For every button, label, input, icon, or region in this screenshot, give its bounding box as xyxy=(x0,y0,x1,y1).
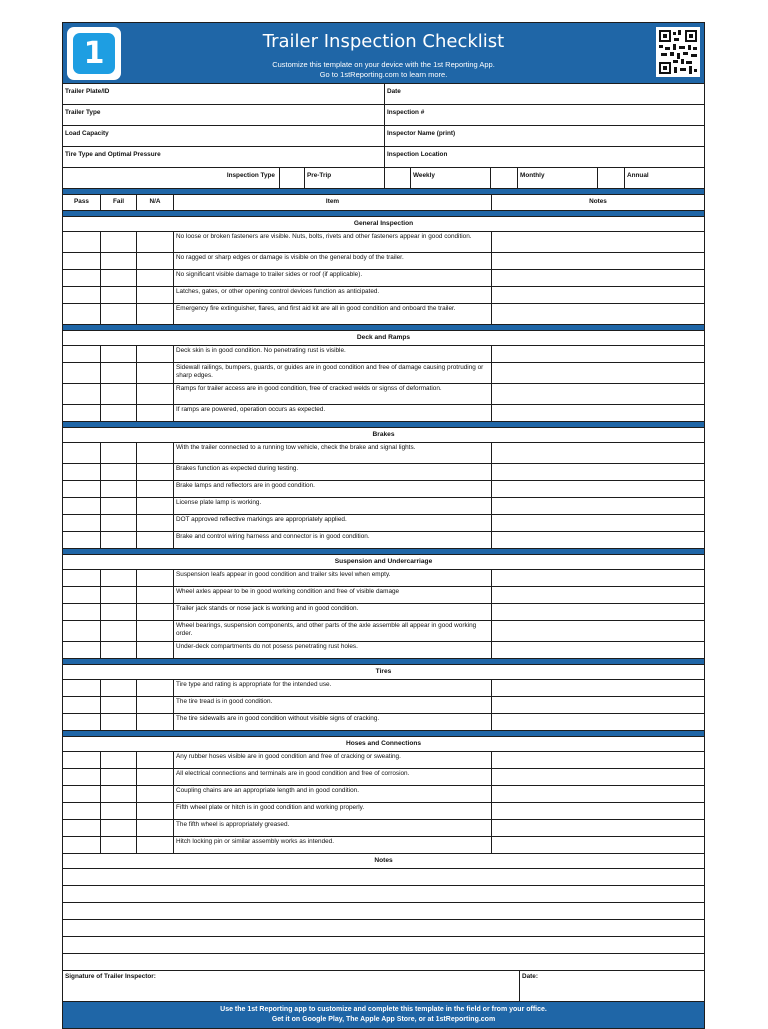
fail-checkbox[interactable] xyxy=(100,714,136,730)
item-text: Suspension leafs appear in good condition and trailer sits level when empty. xyxy=(173,570,491,586)
item-text: All electrical connections and terminals are in good condition and free of corrosion. xyxy=(173,769,491,785)
notes-line[interactable] xyxy=(63,919,704,936)
signature-field[interactable]: Signature of Trailer Inspector: xyxy=(65,973,156,980)
pass-checkbox[interactable] xyxy=(63,642,100,658)
na-checkbox[interactable] xyxy=(136,481,173,497)
item-text: With the trailer connected to a running tow vehicle, check the brake and signal lights. xyxy=(173,443,491,463)
item-text: The tire tread is in good condition. xyxy=(173,697,491,713)
notes-line[interactable] xyxy=(63,885,704,902)
na-checkbox[interactable] xyxy=(136,604,173,620)
pre-trip-checkbox[interactable] xyxy=(279,168,304,188)
load-capacity-field[interactable]: Load Capacity xyxy=(65,130,109,137)
item-notes-field[interactable] xyxy=(491,570,704,586)
pass-checkbox[interactable] xyxy=(63,752,100,768)
notes-area[interactable] xyxy=(63,868,704,970)
na-checkbox[interactable] xyxy=(136,769,173,785)
option-monthly: Monthly xyxy=(517,168,597,188)
notes-line[interactable] xyxy=(63,868,704,885)
option-annual: Annual xyxy=(624,168,704,188)
pass-checkbox[interactable] xyxy=(63,697,100,713)
item-text: No loose or broken fasteners are visible. Nuts, bolts, rivets and other fasteners appear in good condition. xyxy=(173,232,491,252)
notes-line[interactable] xyxy=(63,936,704,953)
item-text: Any rubber hoses visible are in good condition and free of cracking or sweating. xyxy=(173,752,491,768)
item-notes-field[interactable] xyxy=(491,697,704,713)
fail-checkbox[interactable] xyxy=(100,803,136,819)
info-row-2 xyxy=(63,104,704,125)
item-notes-field[interactable] xyxy=(491,837,704,853)
na-checkbox[interactable] xyxy=(136,498,173,514)
fail-checkbox[interactable] xyxy=(100,642,136,658)
item-text: Tire type and rating is appropriate for the intended use. xyxy=(173,680,491,696)
item-text: If ramps are powered, operation occurs as expected. xyxy=(173,405,491,421)
item-notes-field[interactable] xyxy=(491,532,704,548)
pass-checkbox[interactable] xyxy=(63,837,100,853)
1st-reporting-logo-icon: 1 xyxy=(67,27,121,80)
fail-checkbox[interactable] xyxy=(100,384,136,404)
pass-checkbox[interactable] xyxy=(63,570,100,586)
table-row xyxy=(63,641,704,658)
info-row-1 xyxy=(63,83,704,104)
item-notes-field[interactable] xyxy=(491,443,704,463)
na-checkbox[interactable] xyxy=(136,304,173,324)
inspection-type-row xyxy=(63,167,704,188)
fail-checkbox[interactable] xyxy=(100,621,136,641)
fail-checkbox[interactable] xyxy=(100,786,136,802)
item-text: Ramps for trailer access are in good condition, free of cracked welds or signss of deformation. xyxy=(173,384,491,404)
na-checkbox[interactable] xyxy=(136,570,173,586)
fail-checkbox[interactable] xyxy=(100,769,136,785)
footer-line-2: Get it on Google Play, The Apple App Store, or at 1stReporting.com xyxy=(271,1016,496,1023)
column-header-pass: Pass xyxy=(74,198,89,205)
item-text: Under-deck compartments do not posess penetrating rust holes. xyxy=(173,642,491,658)
column-header-notes: Notes xyxy=(491,195,704,210)
header-subtitle xyxy=(63,60,704,80)
signature-row xyxy=(63,970,704,1001)
table-row xyxy=(63,231,704,252)
item-notes-field[interactable] xyxy=(491,270,704,286)
column-header-row xyxy=(63,194,704,210)
fail-checkbox[interactable] xyxy=(100,270,136,286)
item-notes-field[interactable] xyxy=(491,481,704,497)
item-notes-field[interactable] xyxy=(491,786,704,802)
table-row xyxy=(63,696,704,713)
na-checkbox[interactable] xyxy=(136,714,173,730)
checklist-sections xyxy=(63,210,704,853)
subtitle-line-2: Go to 1stReporting.com to learn more. xyxy=(319,70,448,79)
fail-checkbox[interactable] xyxy=(100,253,136,269)
pass-checkbox[interactable] xyxy=(63,287,100,303)
inspection-type-label: Inspection Type xyxy=(226,172,275,179)
notes-line[interactable] xyxy=(63,902,704,919)
item-text: Sidewall railings, bumpers, guards, or guides are in good condition and free of damage causing protruding or sharp edges. xyxy=(173,363,491,383)
item-notes-field[interactable] xyxy=(491,604,704,620)
pass-checkbox[interactable] xyxy=(63,587,100,603)
table-row xyxy=(63,586,704,603)
item-notes-field[interactable] xyxy=(491,363,704,383)
info-row-3 xyxy=(63,125,704,146)
na-checkbox[interactable] xyxy=(136,384,173,404)
table-row xyxy=(63,751,704,768)
checklist-sheet xyxy=(62,22,705,1029)
table-row xyxy=(63,252,704,269)
item-notes-field[interactable] xyxy=(491,464,704,480)
na-checkbox[interactable] xyxy=(136,837,173,853)
na-checkbox[interactable] xyxy=(136,363,173,383)
item-notes-field[interactable] xyxy=(491,621,704,641)
item-notes-field[interactable] xyxy=(491,587,704,603)
item-notes-field[interactable] xyxy=(491,752,704,768)
item-text: Trailer jack stands or nose jack is working and in good condition. xyxy=(173,604,491,620)
na-checkbox[interactable] xyxy=(136,680,173,696)
table-row xyxy=(63,802,704,819)
item-text: Wheel axles appear to be in good working condition and free of visible damage xyxy=(173,587,491,603)
na-checkbox[interactable] xyxy=(136,697,173,713)
fail-checkbox[interactable] xyxy=(100,405,136,421)
table-row xyxy=(63,785,704,802)
pass-checkbox[interactable] xyxy=(63,769,100,785)
inspection-number-field[interactable]: Inspection # xyxy=(384,105,704,125)
pass-checkbox[interactable] xyxy=(63,363,100,383)
item-text: No significant visible damage to trailer sides or roof (if applicable). xyxy=(173,270,491,286)
fail-checkbox[interactable] xyxy=(100,570,136,586)
na-checkbox[interactable] xyxy=(136,587,173,603)
na-checkbox[interactable] xyxy=(136,820,173,836)
na-checkbox[interactable] xyxy=(136,752,173,768)
table-row xyxy=(63,303,704,324)
table-row xyxy=(63,383,704,404)
item-notes-field[interactable] xyxy=(491,287,704,303)
na-checkbox[interactable] xyxy=(136,287,173,303)
fail-checkbox[interactable] xyxy=(100,515,136,531)
pass-checkbox[interactable] xyxy=(63,464,100,480)
item-text: Hitch locking pin or similar assembly works as intended. xyxy=(173,837,491,853)
fail-checkbox[interactable] xyxy=(100,820,136,836)
pass-checkbox[interactable] xyxy=(63,405,100,421)
na-checkbox[interactable] xyxy=(136,253,173,269)
pass-checkbox[interactable] xyxy=(63,680,100,696)
section-title: Brakes xyxy=(63,427,704,442)
table-row xyxy=(63,269,704,286)
table-row xyxy=(63,286,704,303)
table-row xyxy=(63,569,704,586)
pass-checkbox[interactable] xyxy=(63,481,100,497)
monthly-checkbox[interactable] xyxy=(490,168,517,188)
fail-checkbox[interactable] xyxy=(100,498,136,514)
footer-line-1: Use the 1st Reporting app to customize and complete this template in the field or from your office. xyxy=(220,1006,547,1013)
na-checkbox[interactable] xyxy=(136,515,173,531)
item-text: The fifth wheel is appropriately greased. xyxy=(173,820,491,836)
table-row xyxy=(63,404,704,421)
table-row xyxy=(63,713,704,730)
item-notes-field[interactable] xyxy=(491,769,704,785)
column-header-fail: Fail xyxy=(100,195,136,210)
table-row xyxy=(63,514,704,531)
notes-line[interactable] xyxy=(63,953,704,970)
pass-checkbox[interactable] xyxy=(63,604,100,620)
item-text: Wheel bearings, suspension components, and other parts of the axle assemble all appear in good working order. xyxy=(173,621,491,641)
item-notes-field[interactable] xyxy=(491,714,704,730)
table-row xyxy=(63,620,704,641)
item-notes-field[interactable] xyxy=(491,803,704,819)
fail-checkbox[interactable] xyxy=(100,697,136,713)
fail-checkbox[interactable] xyxy=(100,464,136,480)
pass-checkbox[interactable] xyxy=(63,346,100,362)
na-checkbox[interactable] xyxy=(136,803,173,819)
fail-checkbox[interactable] xyxy=(100,481,136,497)
table-row xyxy=(63,442,704,463)
table-row xyxy=(63,480,704,497)
item-notes-field[interactable] xyxy=(491,680,704,696)
table-row xyxy=(63,463,704,480)
na-checkbox[interactable] xyxy=(136,642,173,658)
pass-checkbox[interactable] xyxy=(63,384,100,404)
item-text: License plate lamp is working. xyxy=(173,498,491,514)
pass-checkbox[interactable] xyxy=(63,232,100,252)
item-text: Emergency fire extinguisher, flares, and first aid kit are all in good condition and onboard the trailer. xyxy=(173,304,491,324)
signature-date-field[interactable]: Date: xyxy=(519,971,704,1001)
item-notes-field[interactable] xyxy=(491,384,704,404)
pass-checkbox[interactable] xyxy=(63,304,100,324)
option-pre-trip: Pre-Trip xyxy=(304,168,384,188)
item-text: Latches, gates, or other opening control devices function as anticipated. xyxy=(173,287,491,303)
na-checkbox[interactable] xyxy=(136,443,173,463)
na-checkbox[interactable] xyxy=(136,786,173,802)
item-text: Brakes function as expected during testing. xyxy=(173,464,491,480)
fail-checkbox[interactable] xyxy=(100,232,136,252)
na-checkbox[interactable] xyxy=(136,405,173,421)
fail-checkbox[interactable] xyxy=(100,287,136,303)
column-header-na: N/A xyxy=(136,195,173,210)
item-text: DOT approved reflective markings are appropriately applied. xyxy=(173,515,491,531)
pass-checkbox[interactable] xyxy=(63,532,100,548)
pass-checkbox[interactable] xyxy=(63,253,100,269)
header-banner xyxy=(63,23,704,83)
inspector-name-field[interactable]: Inspector Name (print) xyxy=(384,126,704,146)
table-row xyxy=(63,362,704,383)
pass-checkbox[interactable] xyxy=(63,786,100,802)
pass-checkbox[interactable] xyxy=(63,820,100,836)
item-text: Fifth wheel plate or hitch is in good condition and working properly. xyxy=(173,803,491,819)
annual-checkbox[interactable] xyxy=(597,168,624,188)
item-text: Deck skin is in good condition. No penetrating rust is visible. xyxy=(173,346,491,362)
na-checkbox[interactable] xyxy=(136,532,173,548)
pass-checkbox[interactable] xyxy=(63,803,100,819)
section-title: Hoses and Connections xyxy=(63,736,704,751)
na-checkbox[interactable] xyxy=(136,621,173,641)
section-title: Deck and Ramps xyxy=(63,330,704,345)
section-title: General Inspection xyxy=(63,216,704,231)
page-title: Trailer Inspection Checklist xyxy=(262,31,505,52)
table-row xyxy=(63,819,704,836)
na-checkbox[interactable] xyxy=(136,346,173,362)
trailer-type-field[interactable]: Trailer Type xyxy=(65,109,101,116)
fail-checkbox[interactable] xyxy=(100,680,136,696)
item-notes-field[interactable] xyxy=(491,253,704,269)
na-checkbox[interactable] xyxy=(136,464,173,480)
item-text: The tire sidewalls are in good condition without visible signs of cracking. xyxy=(173,714,491,730)
fail-checkbox[interactable] xyxy=(100,587,136,603)
subtitle-line-1: Customize this template on your device with the 1st Reporting App. xyxy=(272,60,495,69)
fail-checkbox[interactable] xyxy=(100,304,136,324)
fail-checkbox[interactable] xyxy=(100,363,136,383)
table-row xyxy=(63,531,704,548)
pass-checkbox[interactable] xyxy=(63,621,100,641)
table-row xyxy=(63,836,704,853)
item-notes-field[interactable] xyxy=(491,820,704,836)
item-notes-field[interactable] xyxy=(491,515,704,531)
table-row xyxy=(63,497,704,514)
qr-code-icon xyxy=(656,27,700,77)
inspection-location-field[interactable]: Inspection Location xyxy=(384,147,704,167)
item-text: Brake lamps and reflectors are in good condition. xyxy=(173,481,491,497)
pass-checkbox[interactable] xyxy=(63,443,100,463)
column-header-item: Item xyxy=(173,195,491,210)
info-row-4 xyxy=(63,146,704,167)
table-row xyxy=(63,603,704,620)
section-title: Tires xyxy=(63,664,704,679)
item-text: Brake and control wiring harness and connector is in good condition. xyxy=(173,532,491,548)
na-checkbox[interactable] xyxy=(136,270,173,286)
fail-checkbox[interactable] xyxy=(100,532,136,548)
na-checkbox[interactable] xyxy=(136,232,173,252)
pass-checkbox[interactable] xyxy=(63,498,100,514)
item-text: No ragged or sharp edges or damage is visible on the general body of the trailer. xyxy=(173,253,491,269)
fail-checkbox[interactable] xyxy=(100,752,136,768)
item-notes-field[interactable] xyxy=(491,304,704,324)
pass-checkbox[interactable] xyxy=(63,515,100,531)
fail-checkbox[interactable] xyxy=(100,604,136,620)
notes-section-title: Notes xyxy=(63,853,704,868)
pass-checkbox[interactable] xyxy=(63,714,100,730)
option-weekly: Weekly xyxy=(410,168,490,188)
item-notes-field[interactable] xyxy=(491,498,704,514)
section-title: Suspension and Undercarriage xyxy=(63,554,704,569)
item-notes-field[interactable] xyxy=(491,405,704,421)
item-notes-field[interactable] xyxy=(491,232,704,252)
table-row xyxy=(63,768,704,785)
tire-type-field[interactable]: Tire Type and Optimal Pressure xyxy=(65,151,161,158)
item-text: Coupling chains are an appropriate length and in good condition. xyxy=(173,786,491,802)
table-row xyxy=(63,345,704,362)
trailer-plate-field[interactable]: Trailer Plate/ID xyxy=(65,88,110,95)
item-notes-field[interactable] xyxy=(491,642,704,658)
pass-checkbox[interactable] xyxy=(63,270,100,286)
date-field[interactable]: Date xyxy=(384,84,704,104)
item-notes-field[interactable] xyxy=(491,346,704,362)
table-row xyxy=(63,679,704,696)
fail-checkbox[interactable] xyxy=(100,443,136,463)
fail-checkbox[interactable] xyxy=(100,346,136,362)
weekly-checkbox[interactable] xyxy=(384,168,410,188)
fail-checkbox[interactable] xyxy=(100,837,136,853)
